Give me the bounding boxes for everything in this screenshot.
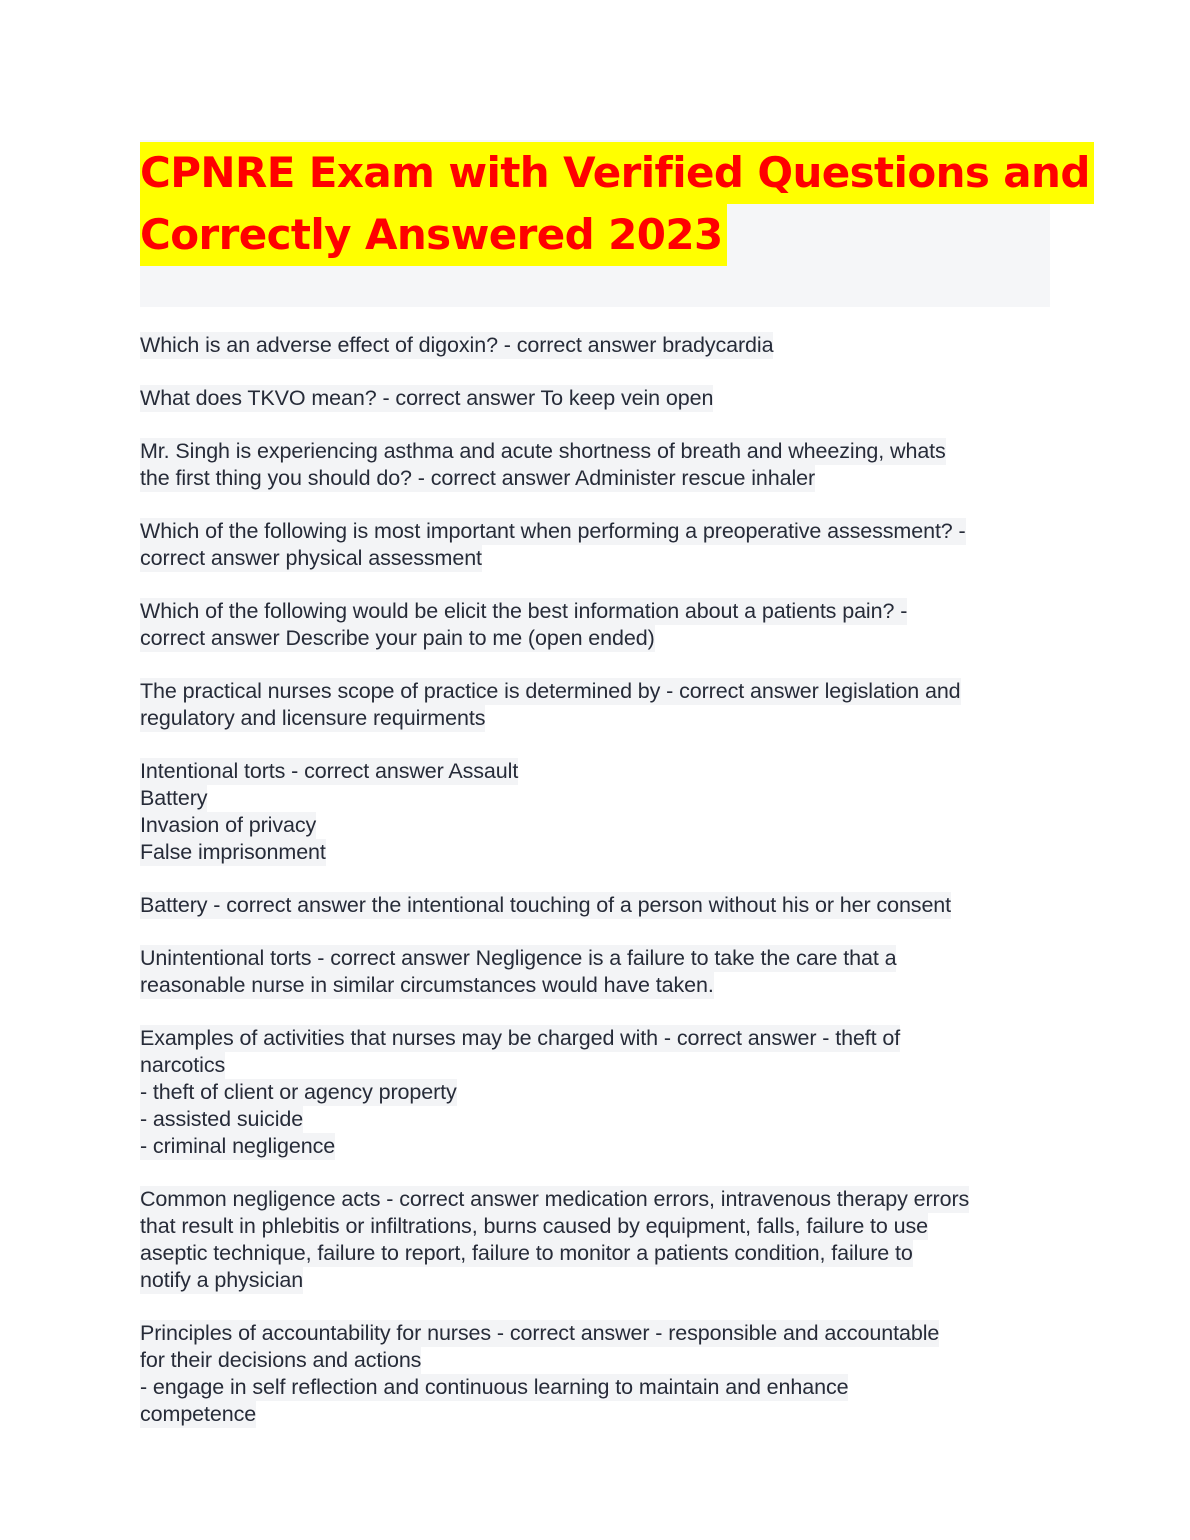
qa-text-line: Which is an adverse effect of digoxin? - correct answer bradycardia xyxy=(140,333,774,357)
qa-text-line: aseptic technique, failure to report, failure to monitor a patients condition, failure to xyxy=(140,1241,913,1265)
qa-entry xyxy=(140,892,1052,919)
qa-text-line: False imprisonment xyxy=(140,840,326,864)
qa-text-line: for their decisions and actions xyxy=(140,1348,422,1372)
qa-text-line: Invasion of privacy xyxy=(140,813,317,837)
qa-text-line: narcotics xyxy=(140,1053,226,1077)
qa-entry xyxy=(140,438,1052,492)
qa-text-line: The practical nurses scope of practice is determined by - correct answer legislation and xyxy=(140,679,961,703)
qa-text-line: Battery xyxy=(140,786,208,810)
title-block xyxy=(140,140,1090,307)
qa-text-line: regulatory and licensure requirments xyxy=(140,706,486,730)
qa-text-line: correct answer physical assessment xyxy=(140,546,482,570)
qa-text-line: the first thing you should do? - correct answer Administer rescue inhaler xyxy=(140,466,816,490)
qa-entry xyxy=(140,385,1052,412)
qa-entry xyxy=(140,1025,1052,1160)
qa-text-line: reasonable nurse in similar circumstances would have taken. xyxy=(140,973,714,997)
qa-text-line: correct answer Describe your pain to me (open ended) xyxy=(140,626,655,650)
qa-text-line: competence xyxy=(140,1402,257,1426)
qa-text-line: - engage in self reflection and continuous learning to maintain and enhance xyxy=(140,1375,849,1399)
qa-entry xyxy=(140,678,1052,732)
qa-entry xyxy=(140,945,1052,999)
document-title-line-1: CPNRE Exam with Verified Questions and xyxy=(140,142,1094,204)
qa-text-line: Battery - correct answer the intentional touching of a person without his or her consent xyxy=(140,893,952,917)
qa-text-line: Intentional torts - correct answer Assault xyxy=(140,759,519,783)
qa-text-line: notify a physician xyxy=(140,1268,304,1292)
qa-entry xyxy=(140,332,1052,359)
qa-text-line: Common negligence acts - correct answer medication errors, intravenous therapy errors xyxy=(140,1187,970,1211)
qa-entry xyxy=(140,1186,1052,1294)
qa-text-line: Mr. Singh is experiencing asthma and acute shortness of breath and wheezing, whats xyxy=(140,439,946,463)
qa-text-line: Unintentional torts - correct answer Negligence is a failure to take the care that a xyxy=(140,946,897,970)
qa-entry xyxy=(140,1320,1052,1428)
qa-text-line: Examples of activities that nurses may be charged with - correct answer - theft of xyxy=(140,1026,901,1050)
qa-text-line: Which of the following is most important when performing a preoperative assessment? - xyxy=(140,519,966,543)
qa-text-line: - assisted suicide xyxy=(140,1107,304,1131)
qa-text-line: - theft of client or agency property xyxy=(140,1080,457,1104)
qa-entry xyxy=(140,598,1052,652)
qa-text-line: Principles of accountability for nurses - correct answer - responsible and accountable xyxy=(140,1321,940,1345)
qa-entry xyxy=(140,758,1052,866)
qa-list xyxy=(140,332,1052,1454)
qa-text-line: that result in phlebitis or infiltrations, burns caused by equipment, falls, failure to use xyxy=(140,1214,929,1238)
qa-text-line: What does TKVO mean? - correct answer To keep vein open xyxy=(140,386,714,410)
qa-text-line: Which of the following would be elicit the best information about a patients pain? - xyxy=(140,599,908,623)
qa-entry xyxy=(140,518,1052,572)
qa-text-line: - criminal negligence xyxy=(140,1134,336,1158)
document-title-line-2: Correctly Answered 2023 xyxy=(140,204,727,266)
